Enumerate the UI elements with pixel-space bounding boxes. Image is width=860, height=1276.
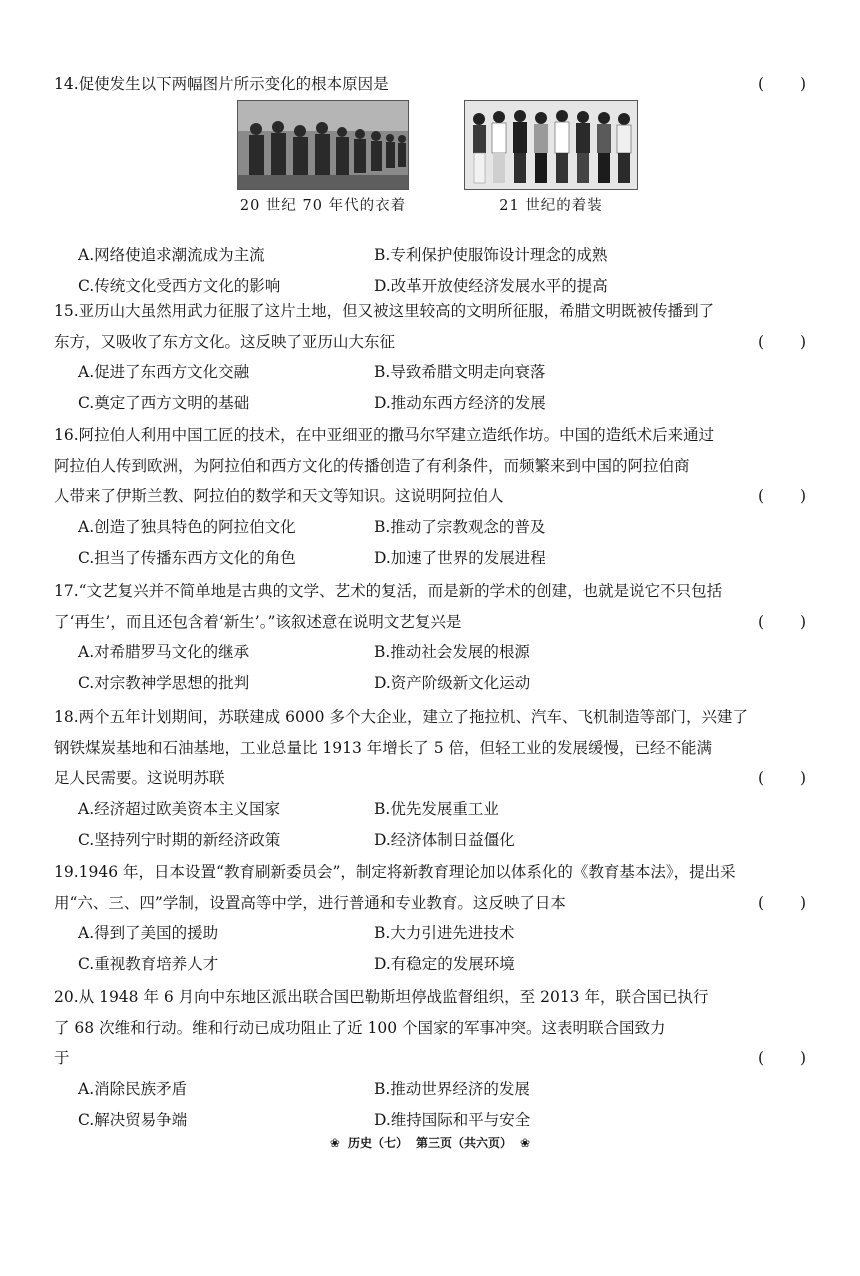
question-19 [54,857,806,980]
question-stem [54,702,806,794]
options [54,357,806,419]
options [54,637,806,699]
photo-21st-century-group [464,100,638,190]
option-d: D.推动东西方经济的发展 [374,394,546,413]
stem-line: 足人民需要。这说明苏联 [54,769,225,787]
options [54,1074,806,1136]
answer-bracket: ( ) [758,893,806,912]
option-c: C.重视教育培养人才 [78,955,219,974]
stem-line: 14.促使发生以下两幅图片所示变化的根本原因是 [54,75,389,93]
options [54,240,806,302]
stem-line: 16.阿拉伯人利用中国工匠的技术，在中亚细亚的撒马尔罕建立造纸作坊。中国的造纸术后来通过 [54,426,715,444]
stem-line: 用“六、三、四”学制，设置高等中学，进行普通和专业教育。这反映了日本 [54,893,566,912]
question-stem [54,576,806,637]
option-b: B.大力引进先进技术 [374,924,515,943]
figure-caption: 20 世纪 70 年代的衣着 [239,197,407,214]
option-a: A.促进了东西方文化交融 [78,363,250,382]
flower-ornament-icon: ❀ [329,1136,340,1150]
question-stem [54,296,806,357]
answer-bracket: ( ) [758,1049,806,1067]
stem-line: 18.两个五年计划期间，苏联建成 6000 多个大企业，建立了拖拉机、汽车、飞机制造等部门，兴建了 [54,708,748,726]
footer-subject: 历史（七） [347,1136,408,1150]
flower-ornament-icon: ❀ [520,1136,531,1150]
stem-line: 17.“文艺复兴并不简单地是古典的文学、艺术的复活，而是新的学术的创建，也就是说它不只包括 [54,582,723,600]
option-a: A.经济超过欧美资本主义国家 [78,799,281,818]
option-c: C.坚持列宁时期的新经济政策 [78,830,281,849]
question-stem [54,69,806,100]
question-stem [54,982,806,1074]
option-c: C.解决贸易争端 [78,1110,188,1129]
option-a: A.消除民族矛盾 [78,1079,188,1098]
options [54,918,806,980]
question-15 [54,296,806,419]
footer-page-number: 第三页（共六页） [416,1136,513,1150]
option-b: B.推动社会发展的根源 [374,643,530,662]
stem-line: 人带来了伊斯兰教、阿拉伯的数学和天文等知识。这说明阿拉伯人 [54,487,504,505]
option-b: B.导致希腊文明走向衰落 [374,363,546,382]
stem-line: 阿拉伯人传到欧洲，为阿拉伯和西方文化的传播创造了有利条件，而频繁来到中国的阿拉伯商 [54,456,690,475]
stem-line: 了 68 次维和行动。维和行动已成功阻止了近 100 个国家的军事冲突。这表明联合国致力 [54,1018,666,1037]
question-18 [54,702,806,856]
figure-21st-century-clothing [464,100,638,216]
option-a: A.网络使追求潮流成为主流 [78,245,265,264]
answer-bracket: ( ) [758,769,806,787]
question-stem [54,420,806,512]
figure-pair [54,100,806,240]
option-d: D.有稳定的发展环境 [374,955,515,974]
option-a: A.创造了独具特色的阿拉伯文化 [78,517,296,536]
option-c: C.传统文化受西方文化的影响 [78,276,281,295]
question-20 [54,982,806,1136]
option-c: C.对宗教神学思想的批判 [78,674,250,693]
option-b: B.推动了宗教观念的普及 [374,517,546,536]
option-d: D.加速了世界的发展进程 [374,548,546,567]
figure-1970s-clothing [237,100,409,216]
option-d: D.经济体制日益僵化 [374,830,515,849]
question-14 [54,69,806,302]
answer-bracket: ( ) [758,332,806,351]
answer-bracket: ( ) [758,612,806,631]
option-d: D.改革开放使经济发展水平的提高 [374,276,608,295]
stem-line: 钢铁煤炭基地和石油基地，工业总量比 1913 年增长了 5 倍，但轻工业的发展缓慢，已经不能满 [54,738,713,757]
option-a: A.对希腊罗马文化的继承 [78,643,250,662]
page-footer [0,1134,860,1151]
option-d: D.维持国际和平与安全 [374,1110,531,1129]
option-c: C.奠定了西方文明的基础 [78,394,250,413]
option-a: A.得到了美国的援助 [78,924,219,943]
figure-caption: 21 世纪的着装 [499,197,603,214]
options [54,512,806,574]
stem-line: 19.1946 年，日本设置“教育刷新委员会”，制定将新教育理论加以体系化的《教育基本法》，提出采 [54,863,736,881]
question-17 [54,576,806,699]
question-stem [54,857,806,918]
options [54,794,806,856]
stem-line: 于 [54,1049,70,1067]
option-b: B.推动世界经济的发展 [374,1079,530,1098]
answer-bracket: ( ) [758,75,806,93]
question-16 [54,420,806,574]
option-b: B.专利保护使服饰设计理念的成熟 [374,245,608,264]
photo-1970s-marching-crowd [237,100,409,190]
option-c: C.担当了传播东西方文化的角色 [78,548,296,567]
option-d: D.资产阶级新文化运动 [374,674,531,693]
stem-line: 20.从 1948 年 6 月向中东地区派出联合国巴勒斯坦停战监督组织，至 2013 年，联合国已执行 [54,988,709,1006]
stem-line: 了‘再生’，而且还包含着‘新生’。”该叙述意在说明文艺复兴是 [54,612,462,631]
option-b: B.优先发展重工业 [374,799,499,818]
answer-bracket: ( ) [758,487,806,505]
stem-line: 东方，又吸收了东方文化。这反映了亚历山大东征 [54,332,396,351]
stem-line: 15.亚历山大虽然用武力征服了这片土地，但又被这里较高的文明所征服，希腊文明既被传播到了 [54,302,715,320]
